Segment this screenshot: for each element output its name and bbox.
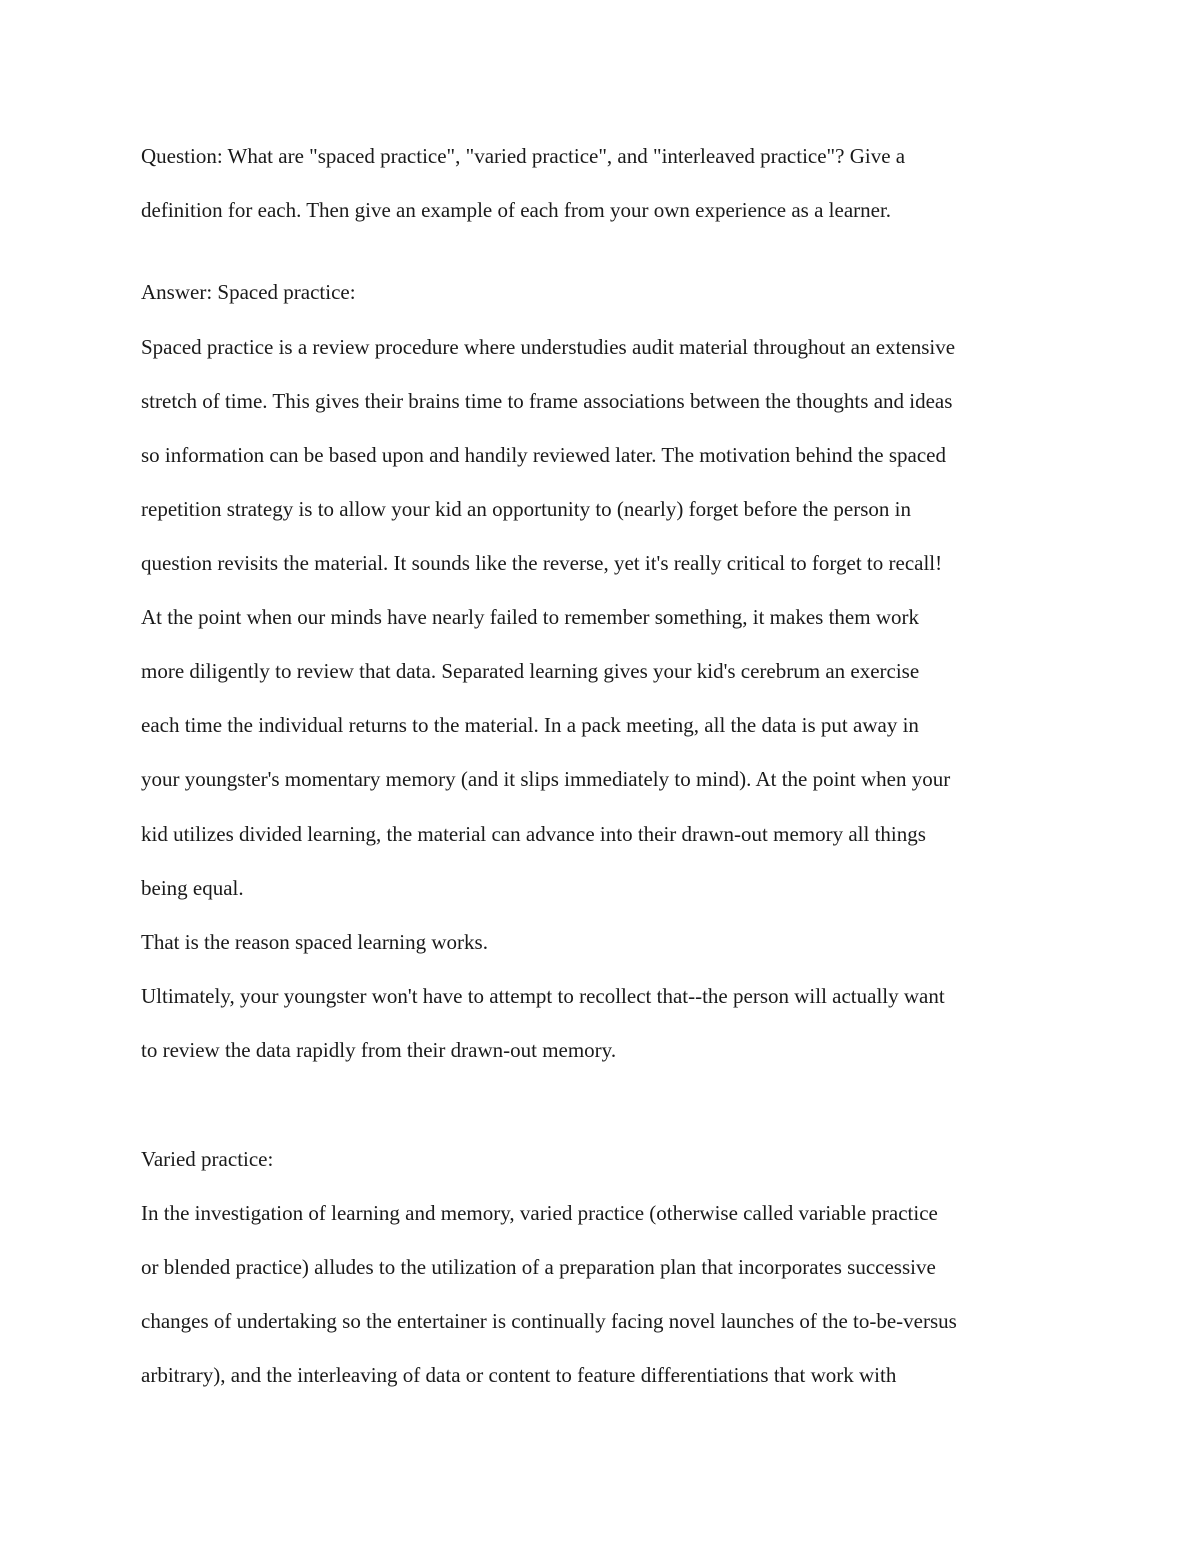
question-line-1: Question: What are "spaced practice", "varied practice", and "interleaved practice"? Give a — [141, 144, 906, 168]
paragraph-line: That is the reason spaced learning works. — [141, 930, 488, 954]
paragraph-line: so information can be based upon and handily reviewed later. The motivation behind the spaced — [141, 443, 946, 467]
paragraph-line: In the investigation of learning and memory, varied practice (otherwise called variable practice — [141, 1201, 938, 1225]
paragraph-line: question revisits the material. It sounds like the reverse, yet it's really critical to forget to recall! — [141, 551, 943, 575]
paragraph-line: stretch of time. This gives their brains time to frame associations between the thoughts and ideas — [141, 389, 953, 413]
paragraph-line: kid utilizes divided learning, the material can advance into their drawn-out memory all things — [141, 822, 926, 846]
paragraph-line: more diligently to review that data. Separated learning gives your kid's cerebrum an exercise — [141, 659, 920, 683]
paragraph-line: your youngster's momentary memory (and it slips immediately to mind). At the point when your — [141, 767, 951, 791]
paragraph-line: Ultimately, your youngster won't have to attempt to recollect that--the person will actually want — [141, 984, 945, 1008]
paragraph-line: each time the individual returns to the material. In a pack meeting, all the data is put away in — [141, 713, 919, 737]
paragraph-line: At the point when our minds have nearly failed to remember something, it makes them work — [141, 605, 919, 629]
paragraph-line: Spaced practice is a review procedure where understudies audit material throughout an extensive — [141, 335, 956, 359]
paragraph-line: repetition strategy is to allow your kid an opportunity to (nearly) forget before the person in — [141, 497, 911, 521]
paragraph-line: to review the data rapidly from their drawn-out memory. — [141, 1038, 617, 1062]
paragraph-line: being equal. — [141, 876, 244, 900]
paragraph-line: changes of undertaking so the entertainer is continually facing novel launches of the to-be-versus — [141, 1309, 957, 1333]
paragraph-line: or blended practice) alludes to the utilization of a preparation plan that incorporates successive — [141, 1255, 936, 1279]
varied-practice-heading: Varied practice: — [141, 1147, 274, 1171]
paragraph-line: arbitrary), and the interleaving of data or content to feature differentiations that work with — [141, 1363, 897, 1387]
answer-heading-spaced: Answer: Spaced practice: — [141, 280, 356, 304]
question-line-2: definition for each. Then give an example of each from your own experience as a learner. — [141, 198, 892, 222]
